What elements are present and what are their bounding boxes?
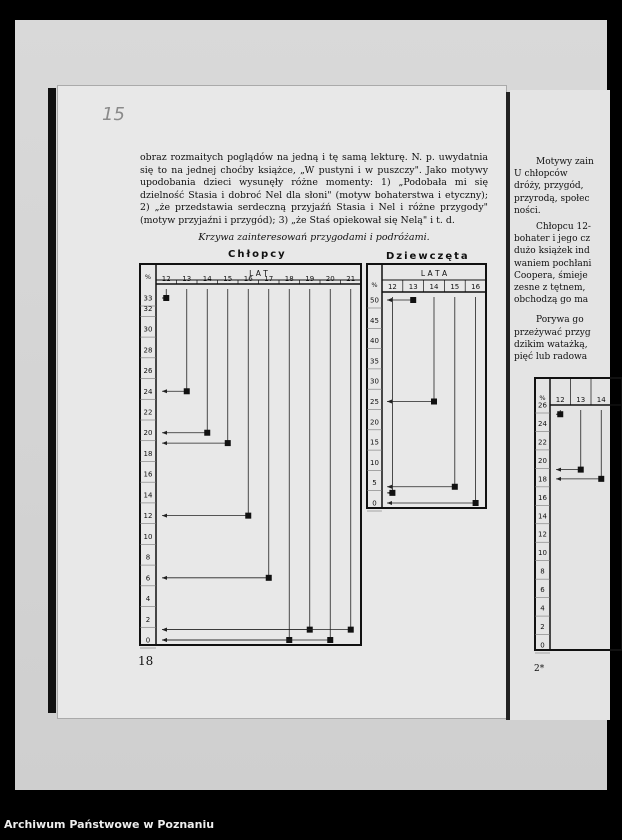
- data-point: [431, 399, 437, 405]
- x-tick-label: 16: [471, 283, 481, 291]
- y-tick-label: 20: [143, 429, 153, 438]
- arrow-head: [387, 400, 392, 404]
- y-tick-label: 28: [143, 346, 153, 355]
- right-page-line: dzikim watażką,: [514, 339, 588, 350]
- x-tick-label: 14: [429, 283, 439, 291]
- right-page-line: bohater i jego cz: [514, 234, 591, 245]
- arrow-head: [162, 441, 167, 445]
- arrow-head: [387, 485, 392, 489]
- right-page-line: Porywa go: [536, 315, 584, 326]
- data-point: [266, 575, 272, 581]
- y-tick-label: 0: [145, 636, 151, 645]
- x-tick-label: 12: [555, 396, 565, 404]
- x-tick-label: 17: [264, 275, 274, 283]
- arrow-head: [162, 514, 167, 518]
- data-point: [389, 490, 395, 496]
- x-tick-label: 21: [346, 275, 356, 283]
- x-tick-label: 12: [161, 275, 171, 283]
- arrow-head: [556, 477, 561, 481]
- y-tick-label: 10: [370, 458, 379, 467]
- y-tick-label: 5: [372, 479, 377, 488]
- y-tick-label: 22: [538, 438, 547, 447]
- right-page-line: waniem pochłani: [514, 258, 592, 269]
- right-page-line: przeżywać przyg: [514, 327, 591, 338]
- y-tick-label: 32: [143, 304, 153, 313]
- x-tick-label: 16: [243, 275, 253, 283]
- data-point: [204, 430, 210, 436]
- y-tick-label: 18: [143, 449, 153, 458]
- handwritten-number: 15: [102, 104, 125, 125]
- x-tick-label: 12: [387, 283, 397, 291]
- arrow-head: [162, 638, 167, 642]
- y-tick-label: 25: [370, 398, 379, 406]
- right-page-line: ności.: [514, 205, 541, 216]
- y-tick-label: 4: [145, 595, 151, 604]
- chart-frame: [535, 378, 622, 650]
- arrow-head: [556, 468, 561, 472]
- y-tick-label: 20: [538, 456, 547, 465]
- y-tick-label: 15: [370, 438, 379, 447]
- arrow-head: [162, 628, 167, 632]
- y-unit-label: %: [539, 394, 546, 402]
- archive-footer: Archiwum Państwowe w Poznaniu: [4, 818, 215, 831]
- data-point: [225, 440, 231, 446]
- girls-heading: Dziewczęta: [386, 251, 470, 262]
- arrow-head: [387, 501, 392, 505]
- y-tick-label: 0: [372, 499, 377, 508]
- x-tick-label: 13: [408, 283, 418, 291]
- right-page-line: Motywy zain: [536, 157, 594, 167]
- y-tick-label: 2: [145, 615, 151, 624]
- data-point: [163, 295, 169, 301]
- y-tick-label: 18: [538, 475, 547, 484]
- y-tick-label: 30: [143, 325, 153, 334]
- x-tick-label: 15: [450, 283, 460, 291]
- boys-heading: Chłopcy: [228, 249, 287, 260]
- y-tick-label: 6: [145, 574, 151, 583]
- x-axis-title: L A T: [249, 269, 268, 278]
- right-page-number: 2*: [534, 664, 545, 674]
- x-tick-label: 20: [325, 275, 335, 283]
- x-tick-label: 19: [305, 275, 315, 283]
- x-tick-label: 13: [182, 275, 192, 283]
- arrow-head: [162, 431, 167, 435]
- x-tick-label: 18: [284, 275, 294, 283]
- data-point: [245, 513, 251, 519]
- y-unit-label: %: [371, 281, 378, 289]
- y-tick-label: 10: [538, 549, 547, 558]
- y-tick-label: 50: [370, 296, 379, 305]
- body-paragraph: obraz rozmaitych poglądów na jedną i tę samą lekturę. N. p. uwydatnia się to na jednej choćby książce, „W pustyni i w puszczy". Jako motywy upodobania dzieci wysunęły różne momenty: 1) „Podobała mi się dzielność Stasia i dobroć Nel dla słoni" (motyw bohaterstwa i etyczny); 2) „że przedstawia serdeczną przyjaźń Stasia i Nel i różne przygody" (motyw przyjaźni i przygód); 3) „że Staś opiekował się Nelą" i t. d.: [140, 152, 488, 226]
- y-tick-label: 33: [143, 294, 153, 303]
- data-point: [598, 476, 604, 482]
- right-page-line: Coopera, śmieje: [514, 270, 588, 281]
- data-point: [578, 467, 584, 473]
- y-unit-label: %: [144, 273, 152, 281]
- y-tick-label: 45: [370, 316, 379, 325]
- arrow-head: [387, 298, 392, 302]
- x-tick-label: 14: [202, 275, 212, 283]
- y-tick-label: 16: [143, 470, 153, 479]
- right-page-line: pięć lub radowa: [514, 352, 588, 362]
- y-tick-label: 30: [370, 377, 379, 386]
- right-page-line: dużo książek ind: [514, 246, 590, 257]
- y-tick-label: 16: [538, 493, 547, 502]
- y-tick-label: 10: [143, 532, 153, 541]
- right-page-line: dróży, przygód,: [514, 181, 584, 192]
- y-tick-label: 12: [538, 530, 547, 539]
- right-page-line: U chłopców: [514, 169, 568, 180]
- x-axis-title: L A T A: [420, 269, 448, 278]
- data-point: [410, 297, 416, 303]
- y-tick-label: 12: [143, 512, 153, 521]
- y-tick-label: 14: [143, 491, 153, 500]
- y-tick-label: 26: [143, 367, 153, 376]
- y-tick-label: 8: [145, 553, 151, 562]
- x-tick-label: 15: [223, 275, 233, 283]
- x-tick-label: 13: [576, 396, 586, 404]
- right-page-line: Chłopcu 12-: [536, 222, 591, 232]
- data-point: [327, 637, 333, 643]
- right-page-line: obchodzą go ma: [514, 295, 589, 306]
- y-tick-label: 24: [143, 387, 153, 396]
- arrow-head: [162, 389, 167, 393]
- right-page-line: zesne z tętnem,: [514, 283, 586, 293]
- y-tick-label: 4: [540, 604, 545, 613]
- data-point: [452, 484, 458, 490]
- right-page-line: przyrodą, społec: [514, 193, 590, 204]
- chart-frame: [140, 264, 361, 645]
- page-number: 18: [138, 654, 154, 668]
- y-tick-label: 0: [540, 641, 545, 650]
- y-tick-label: 35: [370, 357, 379, 366]
- chart-frame: [367, 264, 486, 508]
- chart-caption: Krzywa zainteresowań przygodami i podróżami.: [198, 232, 430, 243]
- y-tick-label: 2: [540, 623, 545, 632]
- y-tick-label: 8: [540, 567, 545, 576]
- data-point: [348, 627, 354, 633]
- x-tick-label: 14: [596, 396, 606, 404]
- arrow-head: [162, 576, 167, 580]
- y-tick-label: 20: [370, 418, 379, 427]
- y-tick-label: 22: [143, 408, 153, 417]
- y-tick-label: 24: [538, 419, 547, 428]
- y-tick-label: 26: [538, 401, 547, 410]
- y-tick-label: 40: [370, 337, 379, 346]
- data-point: [557, 411, 563, 417]
- y-tick-label: 14: [538, 512, 547, 521]
- data-point: [473, 500, 479, 506]
- data-point: [184, 388, 190, 394]
- y-tick-label: 6: [540, 586, 545, 595]
